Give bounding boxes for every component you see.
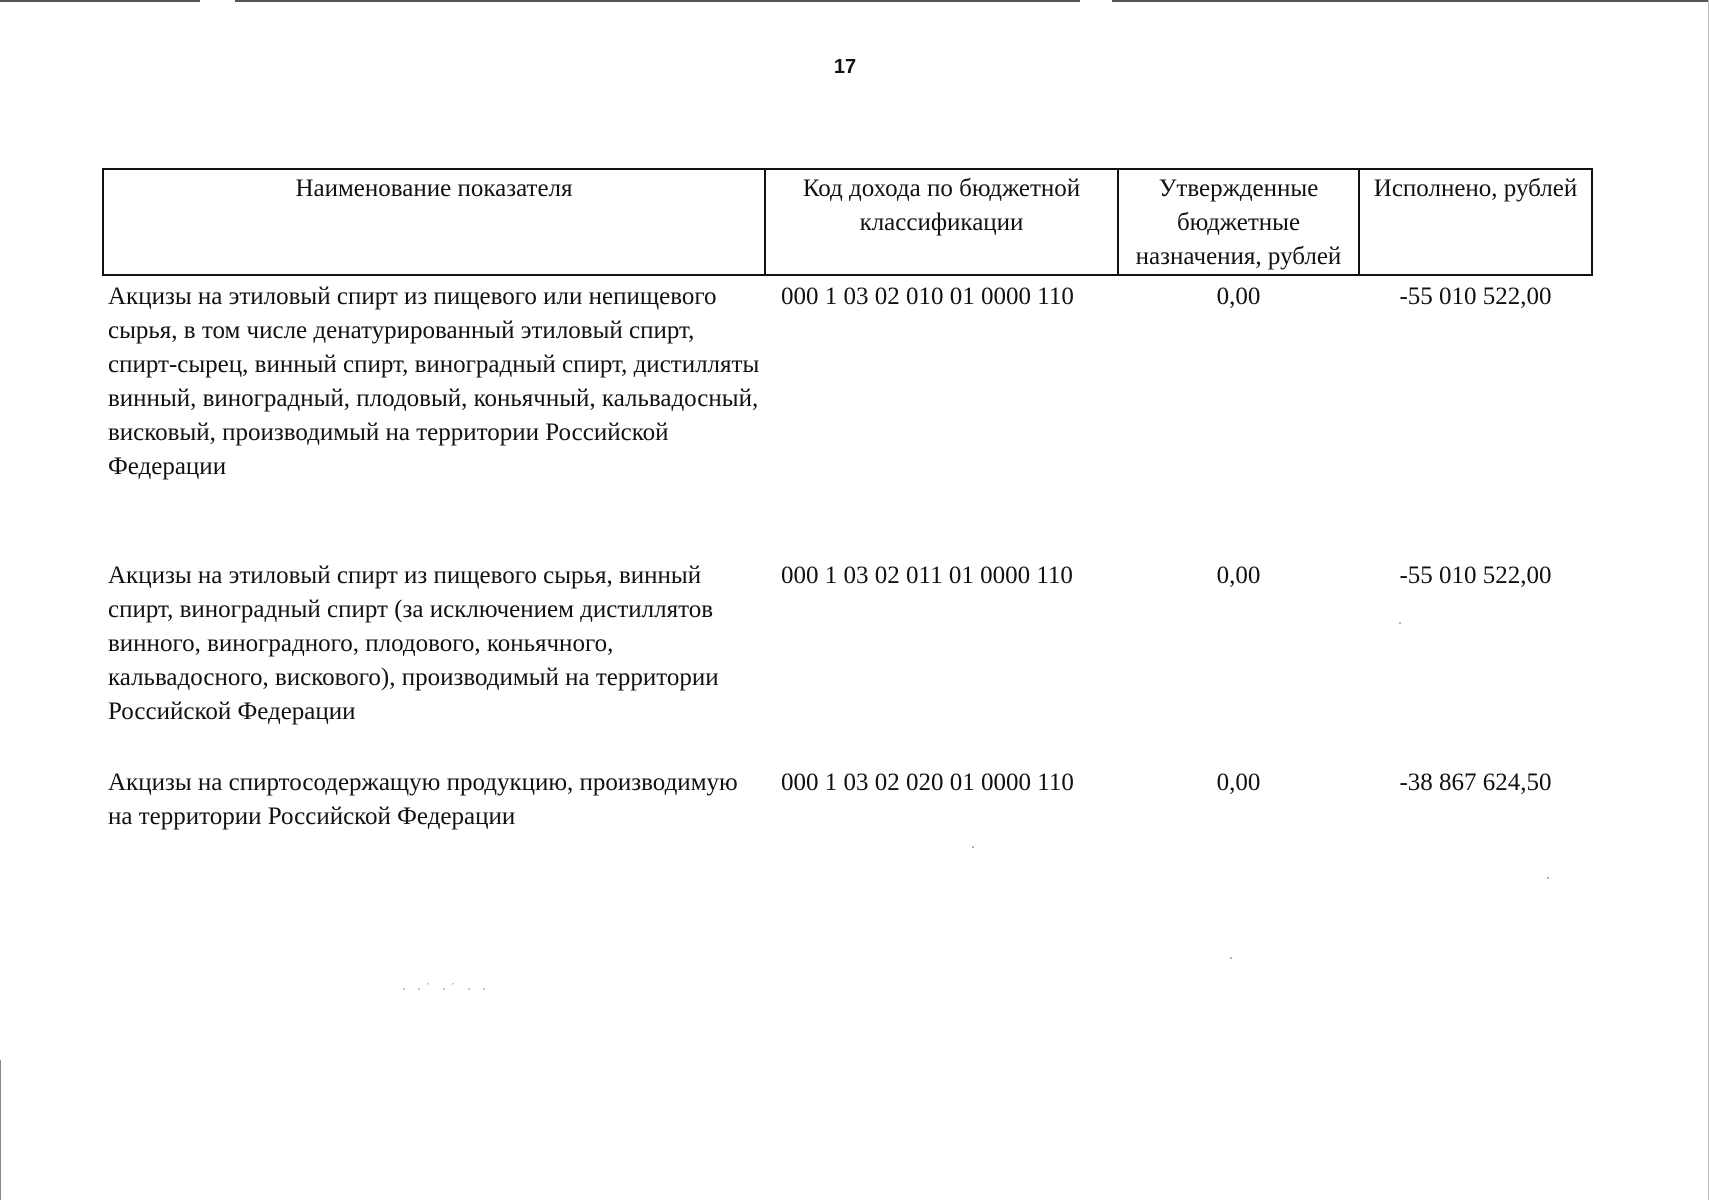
row-revenue-code: 000 1 03 02 020 01 0000 110 bbox=[781, 769, 1074, 796]
row-approved-amount: 0,00 bbox=[1216, 562, 1261, 589]
row-indicator-name: Акцизы на этиловый спирт из пищевого сырья, винный спирт, виноградный спирт (за исключением дистиллятов винного, виноградного, плодового, коньячного, кальвадосного, вискового), производимый на территории Российской Федерации bbox=[108, 562, 719, 725]
scan-speck bbox=[1547, 877, 1549, 879]
scan-top-rule-middle bbox=[235, 0, 1080, 2]
header-indicator-name: Наименование показателя bbox=[103, 169, 765, 275]
table-row bbox=[103, 559, 1592, 766]
page-number: 17 bbox=[833, 56, 857, 78]
header-approved-budget: Утвержденные бюджетные назначения, рублей bbox=[1118, 169, 1359, 275]
scan-top-rule-left bbox=[0, 0, 200, 2]
row-approved-amount: 0,00 bbox=[1216, 769, 1261, 796]
row-revenue-code: 000 1 03 02 011 01 0000 110 bbox=[781, 562, 1073, 589]
header-revenue-code: Код дохода по бюджетной классификации bbox=[765, 169, 1118, 275]
table-row bbox=[103, 275, 1592, 559]
table-row bbox=[103, 766, 1592, 846]
row-indicator-name: Акцизы на спиртосодержащую продукцию, производимую на территории Российской Федерации bbox=[108, 769, 738, 830]
row-executed-amount: -55 010 522,00 bbox=[1399, 283, 1552, 310]
scan-speck bbox=[1230, 957, 1232, 959]
scan-top-rule-right bbox=[1112, 0, 1709, 2]
row-indicator-name: Акцизы на этиловый спирт из пищевого или непищевого сырья, в том числе денатурированный этиловый спирт, спирт-сырец, винный спирт, виноградный спирт, дистилляты винный, виноградный, плодовый, коньячный, кальвадосный, висковый, производимый на территории Российской Федерации bbox=[108, 283, 760, 480]
row-executed-amount: -38 867 624,50 bbox=[1399, 769, 1552, 796]
row-executed-amount: -55 010 522,00 bbox=[1399, 562, 1552, 589]
row-approved-amount: 0,00 bbox=[1216, 283, 1261, 310]
scan-dots: · ·˙ ·˙ · · bbox=[402, 982, 490, 998]
row-revenue-code: 000 1 03 02 010 01 0000 110 bbox=[781, 283, 1074, 310]
scan-speck bbox=[972, 846, 974, 848]
header-executed: Исполнено, рублей bbox=[1359, 169, 1592, 275]
scan-speck bbox=[1399, 622, 1401, 624]
table-header-row bbox=[103, 169, 1592, 275]
revenue-table bbox=[102, 168, 1593, 846]
scan-left-edge bbox=[0, 1060, 1, 1200]
